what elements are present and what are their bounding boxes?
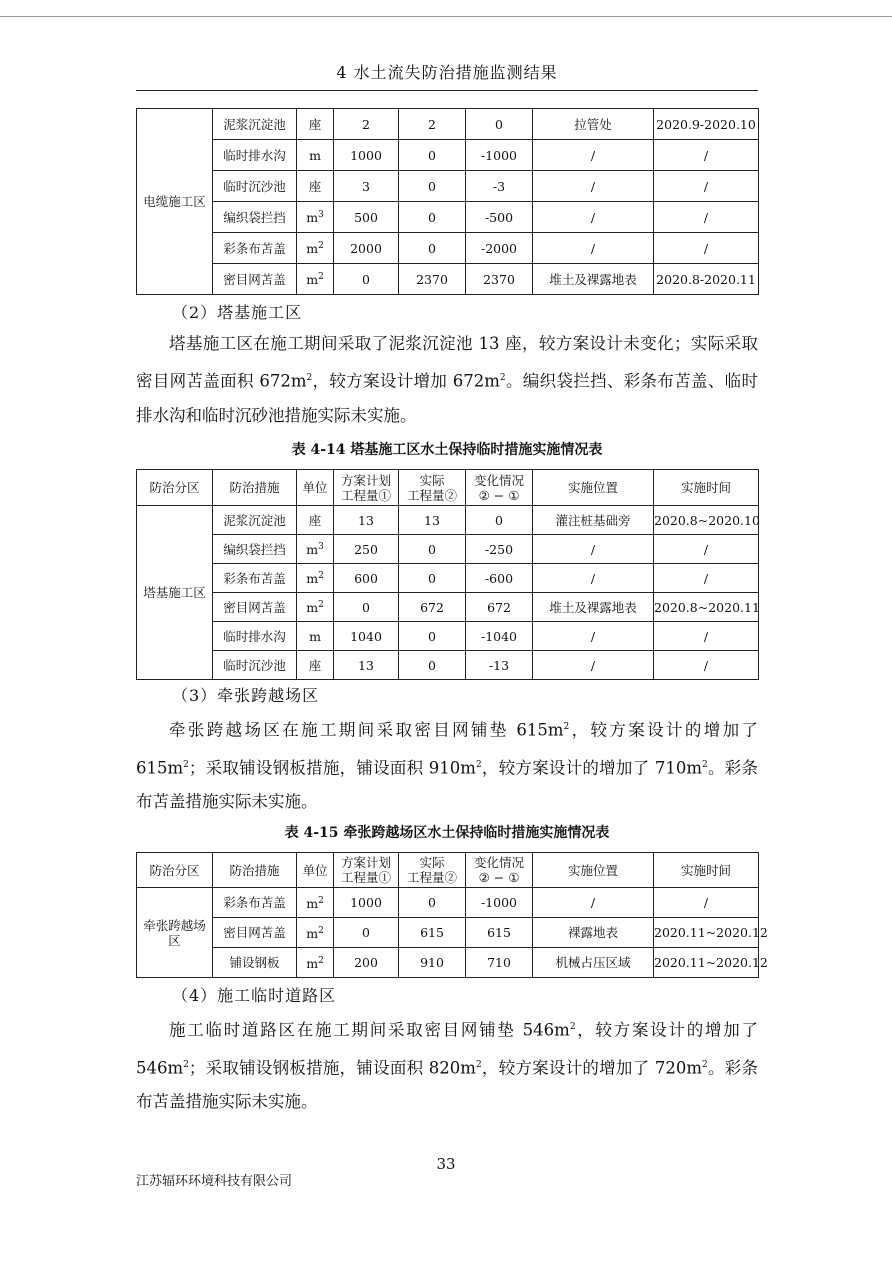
tower-area-table xyxy=(136,469,759,680)
section-heading: （3）牵张跨越场区 xyxy=(172,686,320,705)
table-row: 牵张跨越场 区 彩条布苫盖 $m^2$ 1000 0 -1000 / / xyxy=(137,888,759,918)
header-rule xyxy=(136,90,758,91)
table-row: 编织袋拦挡 $m^3$ 500 0 -500 / / xyxy=(137,202,759,233)
table-row: 电缆施工区 泥浆沉淀池 座 2 2 0 拉管处 2020.9-2020.10 xyxy=(137,109,759,140)
paragraph: 塔基施工区在施工期间采取了泥浆沉淀池 13 座，较方案设计未变化；实际采取密目网苫盖面积 $672m^2$，较方案设计增加 $672m^2$。编织袋拦挡、彩条布苫盖、临时排水沟和临时沉砂池措施实际未实施。 xyxy=(136,334,759,425)
table-caption: 表 4-15 牵张跨越场区水土保持临时措施实施情况表 xyxy=(284,825,610,841)
table-row: 临时排水沟 m 1000 0 -1000 / / xyxy=(137,140,759,171)
table-row: 编织袋拦挡 $m^3$ 250 0 -250 / / xyxy=(137,535,759,564)
table-row: 铺设钢板 $m^2$ 200 910 710 机械占压区域 2020.11~2020.12 xyxy=(137,948,759,978)
section-heading: （2）塔基施工区 xyxy=(172,303,303,322)
stringing-area-table xyxy=(136,852,768,978)
table-row: 临时沉沙池 座 13 0 -13 / / xyxy=(137,651,759,680)
section-heading: （4）施工临时道路区 xyxy=(172,986,337,1005)
table-row: 密目网苫盖 $m^2$ 0 2370 2370 堆土及裸露地表 2020.8-2020.11 xyxy=(137,264,759,295)
zone-cell: 牵张跨越场 区 xyxy=(137,888,213,978)
table-row: 彩条布苫盖 $m^2$ 2000 0 -2000 / / xyxy=(137,233,759,264)
paragraph: 施工临时道路区在施工期间采取密目网铺垫 $546m^2$，较方案设计的增加了 $546m^2$；采取铺设钢板措施，铺设面积 $820m^2$，较方案设计的增加了 $720m^2$。彩条布苫盖措施实际未实施。 xyxy=(136,1020,759,1111)
running-header: 4 水土流失防治措施监测结果 xyxy=(336,63,558,82)
table-row: 彩条布苫盖 $m^2$ 600 0 -600 / / xyxy=(137,564,759,593)
table-row: 密目网苫盖 $m^2$ 0 615 615 裸露地表 2020.11~2020.12 xyxy=(137,918,759,948)
page-top-rule xyxy=(0,16,892,17)
table-header-row: 防治分区 防治措施 单位 方案计划 工程量① 实际 工程量② 变化情况 ② − ① 实施位置 实施时间 xyxy=(137,853,759,888)
zone-cell: 电缆施工区 xyxy=(137,109,213,295)
table-caption: 表 4-14 塔基施工区水土保持临时措施实施情况表 xyxy=(291,442,603,458)
table-header-row: 防治分区 防治措施 单位 方案计划 工程量① 实际 工程量② 变化情况 ② − ① 实施位置 实施时间 xyxy=(137,470,759,506)
table-row: 临时排水沟 m 1040 0 -1040 / / xyxy=(137,622,759,651)
paragraph: 牵张跨越场区在施工期间采取密目网铺垫 $615m^2$，较方案设计的增加了 $615m^2$；采取铺设钢板措施，铺设面积 $910m^2$，较方案设计的增加了 $710m^2$。彩条布苫盖措施实际未实施。 xyxy=(136,720,759,811)
table-row: 塔基施工区 泥浆沉淀池 座 13 13 0 灌注桩基础旁 2020.8~2020.10 xyxy=(137,506,759,535)
footer-company: 江苏辐环环境科技有限公司 xyxy=(136,1174,293,1189)
table-row: 密目网苫盖 $m^2$ 0 672 672 堆土及裸露地表 2020.8~2020.11 xyxy=(137,593,759,622)
page-number: 33 xyxy=(436,1155,456,1173)
zone-cell: 塔基施工区 xyxy=(137,506,213,680)
table-row: 临时沉沙池 座 3 0 -3 / / xyxy=(137,171,759,202)
cable-area-table xyxy=(136,108,759,295)
